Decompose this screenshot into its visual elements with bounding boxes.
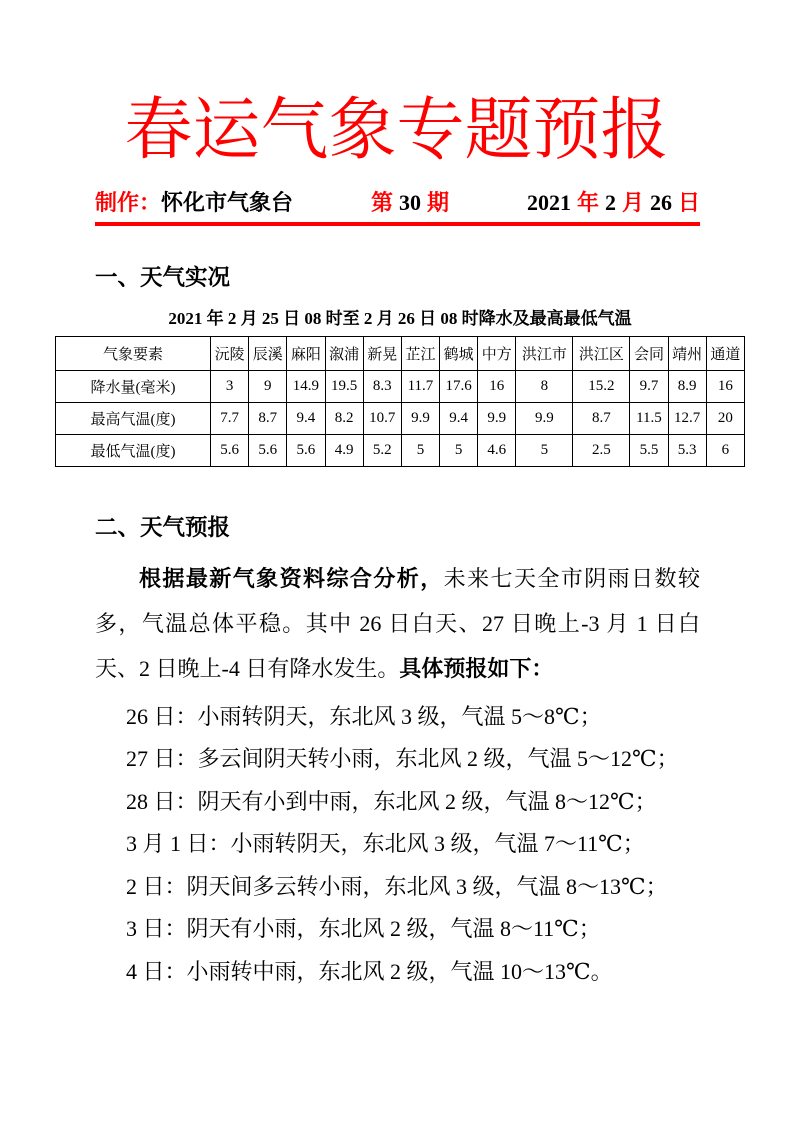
- table-cell: 14.9: [287, 370, 325, 402]
- table-row: [56, 434, 745, 466]
- table-cell: 5.6: [287, 434, 325, 466]
- issue-date: [527, 186, 700, 217]
- weather-table-head: [56, 336, 745, 370]
- table-header-cell: 溆浦: [325, 336, 363, 370]
- table-header-cell: 麻阳: [287, 336, 325, 370]
- table-cell: 5: [516, 434, 573, 466]
- table-cell: 5.2: [363, 434, 401, 466]
- forecast-list: [95, 696, 700, 994]
- produced-value: 怀化市气象台: [161, 190, 294, 216]
- table-cell: 9.9: [401, 402, 439, 434]
- table-cell: 11.5: [630, 402, 668, 434]
- intro-bold-lead: 根据最新气象资料综合分析，: [139, 565, 444, 591]
- produced-by: [95, 186, 293, 217]
- forecast-intro-paragraph: [95, 556, 700, 691]
- table-header-cell: 通道: [706, 336, 744, 370]
- table-header-cell: 气象要素: [56, 336, 211, 370]
- issue-value: 30: [398, 190, 421, 216]
- forecast-item-day28: 28 日：阴天有小到中雨，东北风 2 级，气温 8～12℃；: [126, 788, 657, 814]
- table-header-cell: 靖州: [668, 336, 706, 370]
- date-year-unit: 年: [576, 190, 599, 216]
- masthead-info-row: [95, 186, 700, 217]
- forecast-item-day26: 26 日：小雨转阴天，东北风 3 级，气温 5～8℃；: [126, 703, 602, 729]
- table-row-label: 最高气温(度): [56, 402, 211, 434]
- forecast-item-mar2: 2 日：阴天间多云转小雨，东北风 3 级，气温 8～13℃；: [126, 873, 668, 899]
- table-cell: 5.6: [249, 434, 287, 466]
- table-header-cell: 鹤城: [440, 336, 478, 370]
- table-cell: 20: [706, 402, 744, 434]
- table-cell: 6: [706, 434, 744, 466]
- table-cell: 16: [706, 370, 744, 402]
- issue-suffix: 期: [426, 190, 449, 216]
- document-title: 春运气象专题预报: [124, 92, 669, 168]
- table-cell: 9.9: [516, 402, 573, 434]
- date-month: 2: [604, 190, 616, 216]
- table-header-cell: 芷江: [401, 336, 439, 370]
- table-cell: 4.9: [325, 434, 363, 466]
- table-cell: 5: [440, 434, 478, 466]
- table-cell: 8.2: [325, 402, 363, 434]
- issue-number: [371, 186, 449, 217]
- table-cell: 19.5: [325, 370, 363, 402]
- table-cell: 8.7: [249, 402, 287, 434]
- table-cell: 11.7: [401, 370, 439, 402]
- weather-table: [55, 336, 745, 467]
- table-cell: 17.6: [440, 370, 478, 402]
- intro-text: 未来七天全市阴雨日数较多，气温总体平稳。其中 26 日白天、27 日晚上-3 月 1 日白天、2 日晚上-4 日有降水发生。: [95, 565, 700, 681]
- masthead-divider: [95, 222, 700, 226]
- weather-table-caption: 2021 年 2 月 25 日 08 时至 2 月 26 日 08 时降水及最高最低气温: [168, 308, 632, 328]
- intro-bold-tail: 具体预报如下：: [399, 655, 554, 681]
- table-row-label: 最低气温(度): [56, 434, 211, 466]
- table-cell: 16: [478, 370, 516, 402]
- table-row: [56, 402, 745, 434]
- table-cell: 9: [249, 370, 287, 402]
- table-header-cell: 洪江市: [516, 336, 573, 370]
- forecast-item-mar4: 4 日：小雨转中雨，东北风 2 级，气温 10～13℃。: [126, 958, 613, 984]
- table-row: [56, 370, 745, 402]
- table-cell: 4.6: [478, 434, 516, 466]
- forecast-item-mar1: 3 月 1 日：小雨转阴天，东北风 3 级，气温 7～11℃；: [126, 831, 645, 857]
- table-cell: 12.7: [668, 402, 706, 434]
- table-row-label: 降水量(毫米): [56, 370, 211, 402]
- table-header-cell: 洪江区: [573, 336, 630, 370]
- forecast-item-day27: 27 日：多云间阴天转小雨，东北风 2 级，气温 5～12℃；: [126, 746, 679, 772]
- date-month-unit: 月: [621, 190, 644, 216]
- table-header-cell: 会同: [630, 336, 668, 370]
- table-cell: 9.4: [440, 402, 478, 434]
- table-cell: 8.9: [668, 370, 706, 402]
- table-cell: 2.5: [573, 434, 630, 466]
- weather-table-body: [56, 370, 745, 466]
- table-cell: 5: [401, 434, 439, 466]
- table-cell: 5.5: [630, 434, 668, 466]
- date-day-unit: 日: [677, 190, 700, 216]
- section-2-heading: 二、天气预报: [95, 514, 231, 540]
- weather-table-zone: [55, 304, 745, 467]
- table-cell: 15.2: [573, 370, 630, 402]
- table-header-cell: 辰溪: [249, 336, 287, 370]
- date-day: 26: [649, 190, 672, 216]
- table-cell: 3: [211, 370, 249, 402]
- table-cell: 9.7: [630, 370, 668, 402]
- table-cell: 8: [516, 370, 573, 402]
- table-header-cell: 新晃: [363, 336, 401, 370]
- table-cell: 8.3: [363, 370, 401, 402]
- issue-prefix: 第: [370, 190, 393, 216]
- table-header-cell: 中方: [478, 336, 516, 370]
- section-1-heading: 一、天气实况: [95, 265, 231, 291]
- table-cell: 5.3: [668, 434, 706, 466]
- table-cell: 10.7: [363, 402, 401, 434]
- table-header-cell: 沅陵: [211, 336, 249, 370]
- table-cell: 9.4: [287, 402, 325, 434]
- forecast-item-mar3: 3 日：阴天有小雨，东北风 2 级，气温 8～11℃；: [126, 916, 601, 942]
- table-cell: 5.6: [211, 434, 249, 466]
- produced-label: 制作：: [95, 190, 162, 216]
- table-cell: 8.7: [573, 402, 630, 434]
- table-cell: 9.9: [478, 402, 516, 434]
- date-year: 2021: [526, 190, 571, 216]
- table-cell: 7.7: [211, 402, 249, 434]
- table-header-row: [56, 336, 745, 370]
